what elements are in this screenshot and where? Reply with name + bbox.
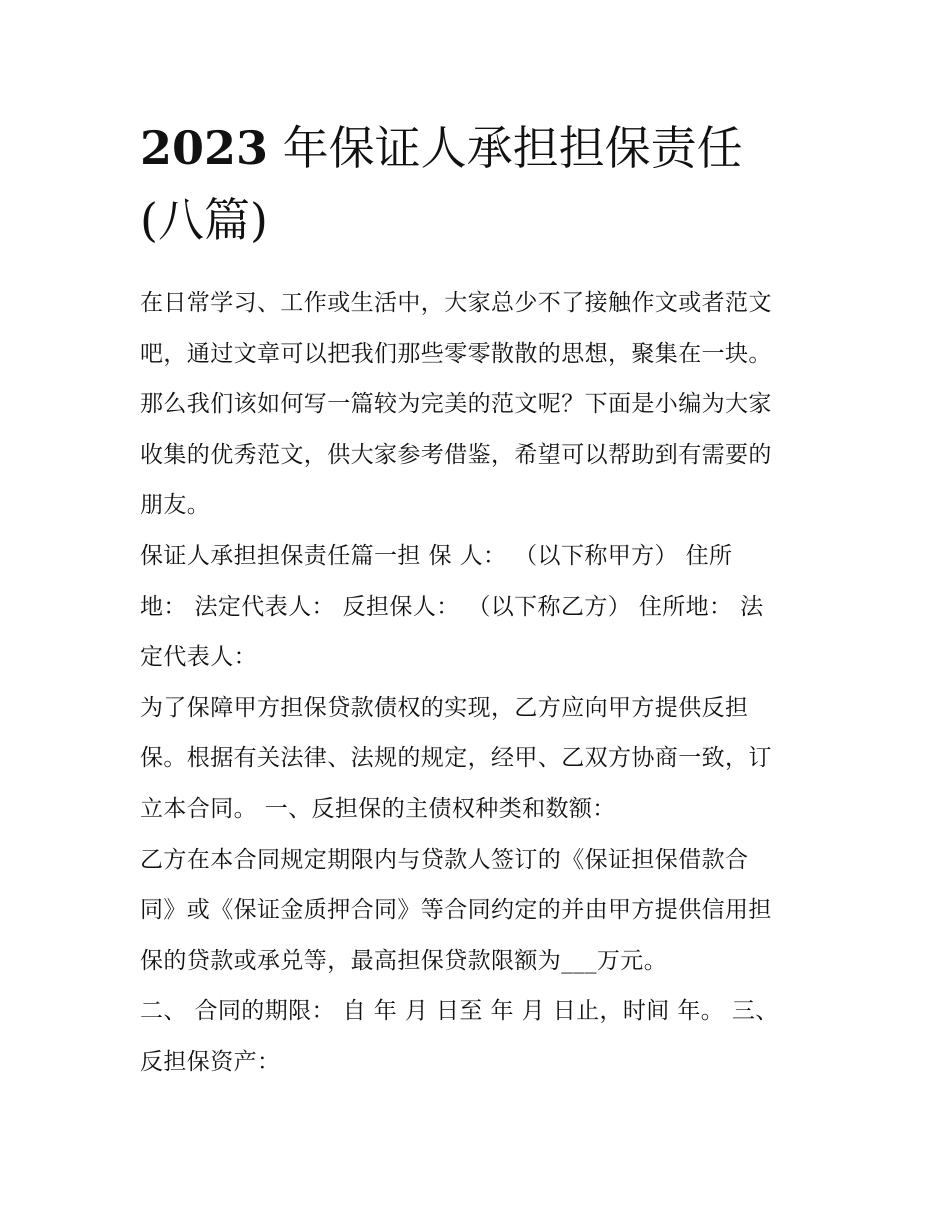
body-line: 为了保障甲方担保贷款债权的实现，乙方应向甲方提供反担 [140,694,749,721]
body-line: 朋友。 [140,492,211,519]
body-line: 收集的优秀范文，供大家参考借鉴，希望可以帮助到有需要的 [140,441,772,468]
body-line: 立本合同。 一、反担保的主债权种类和数额： [140,795,616,822]
body-line: 那么我们该如何写一篇较为完美的范文呢？下面是小编为大家 [140,391,772,418]
body-line: 乙方在本合同规定期限内与贷款人签订的《保证担保借款合 [140,846,749,873]
body-line: 地： 法定代表人： 反担保人： （以下称乙方） 住所地： 法 [140,593,764,620]
body-line: 吧，通过文章可以把我们那些零零散散的思想，聚集在一块。 [140,340,772,367]
title-subtitle: (八篇) [140,193,268,247]
title-year: 2023 [140,121,269,175]
document-body [140,278,812,1088]
title-text: 年保证人承担担保责任 [268,121,743,175]
body-line: 在日常学习、工作或生活中，大家总少不了接触作文或者范文 [140,290,772,316]
document-title [140,112,840,256]
body-line: 保证人承担担保责任篇一担 保 人： （以下称甲方） 住所 [140,542,733,569]
body-line: 保的贷款或承兑等，最高担保贷款限额为___万元。 [140,947,668,974]
body-line: 定代表人： [140,644,257,671]
body-line: 反担保资产： [140,1048,281,1075]
body-line: 保。根据有关法律、法规的规定，经甲、乙双方协商一致，订 [140,745,772,772]
body-line: 同》或《保证金质押合同》等合同约定的并由甲方提供信用担 [140,897,772,924]
body-line: 二、 合同的期限： 自 年 月 日至 年 月 日止，时间 年。 三、 [140,998,779,1025]
